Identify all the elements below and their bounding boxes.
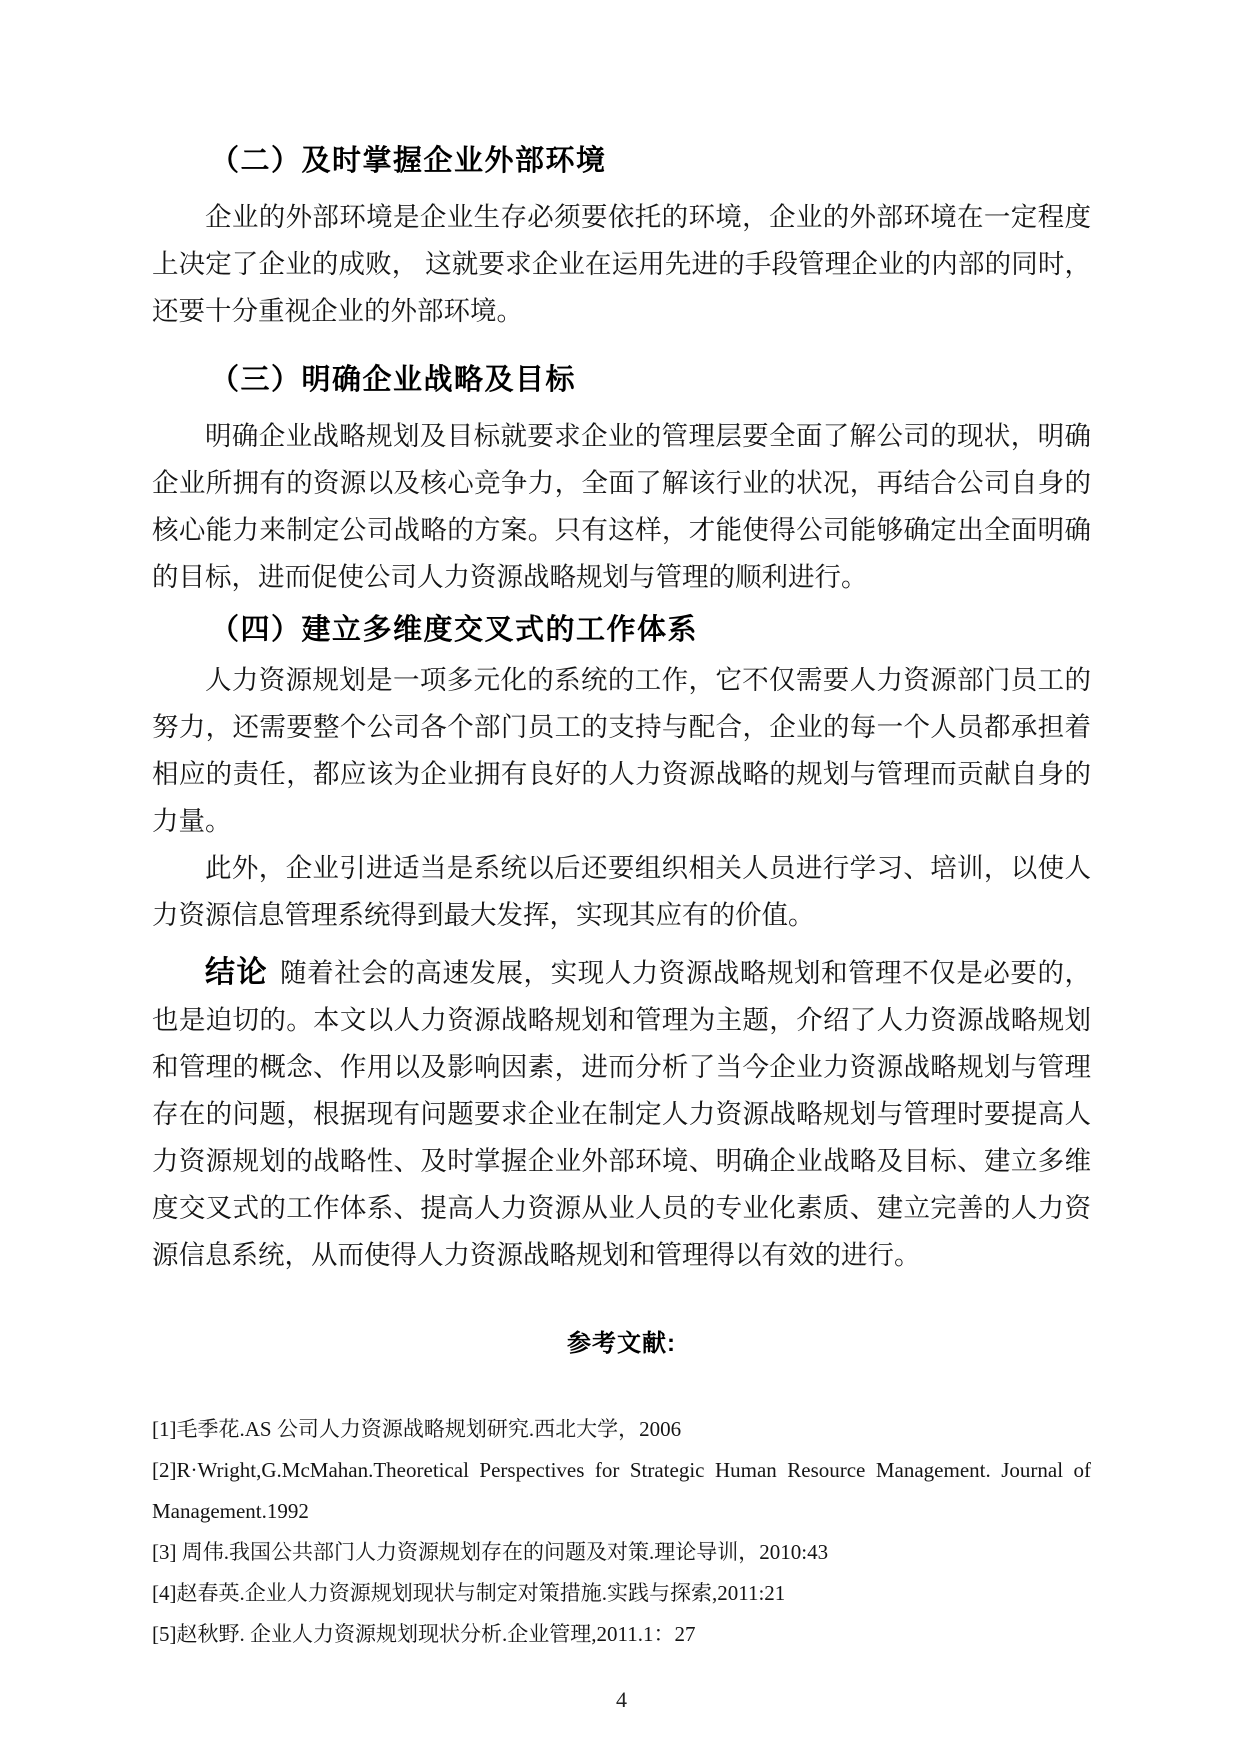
section-2-paragraph: 企业的外部环境是企业生存必须要依托的环境，企业的外部环境在一定程度上决定了企业的成败， 这就要求企业在运用先进的手段管理企业的内部的同时，还要十分重视企业的外部环境。 <box>152 202 1091 326</box>
reference-item-1: [1]毛季花.AS 公司人力资源战略规划研究.西北大学，2006 <box>152 1417 682 1441</box>
section-4-heading: （四）建立多维度交叉式的工作体系 <box>210 614 699 646</box>
section-2 <box>152 140 1091 335</box>
references-list <box>152 1409 1091 1655</box>
reference-item-4: [4]赵春英.企业人力资源规划现状与制定对策措施.实践与探索,2011:21 <box>152 1581 786 1605</box>
reference-item-2: [2]R·Wright,G.McMahan.Theoretical Perspectives for Strategic Human Resource Management. Journal of Management.1992 <box>152 1458 1091 1523</box>
page-number: 4 <box>616 1687 627 1712</box>
section-4-paragraph-1: 人力资源规划是一项多元化的系统的工作，它不仅需要人力资源部门员工的努力，还需要整个公司各个部门员工的支持与配合，企业的每一个人员都承担着相应的责任，都应该为企业拥有良好的人力资源战略的规划与管理而贡献自身的力量。 <box>152 665 1091 836</box>
conclusion-paragraph <box>152 949 1091 1279</box>
section-2-heading: （二）及时掌握企业外部环境 <box>210 145 607 177</box>
section-3 <box>152 359 1091 601</box>
references-heading: 参考文献: <box>567 1330 676 1357</box>
reference-item-5: [5]赵秋野. 企业人力资源规划现状分析.企业管理,2011.1：27 <box>152 1622 696 1646</box>
section-4 <box>152 609 1091 939</box>
section-4-paragraph-2: 此外，企业引进适当是系统以后还要组织相关人员进行学习、培训，以使人力资源信息管理系统得到最大发挥，实现其应有的价值。 <box>152 853 1091 930</box>
conclusion-label: 结论 <box>205 956 269 989</box>
conclusion-text: 随着社会的高速发展，实现人力资源战略规划和管理不仅是必要的，也是迫切的。本文以人力资源战略规划和管理为主题，介绍了人力资源战略规划和管理的概念、作用以及影响因素，进而分析了当今企业力资源战略规划与管理存在的问题，根据现有问题要求企业在制定人力资源战略规划与管理时要提高人力资源规划的战略性、及时掌握企业外部环境、明确企业战略及目标、建立多维度交叉式的工作体系、提高人力资源从业人员的专业化素质、建立完善的人力资源信息系统，从而使得人力资源战略规划和管理得以有效的进行。 <box>152 958 1092 1270</box>
section-3-heading: （三）明确企业战略及目标 <box>210 364 577 396</box>
reference-item-3: [3] 周伟.我国公共部门人力资源规划存在的问题及对策.理论导训，2010:43 <box>152 1540 829 1564</box>
section-3-paragraph: 明确企业战略规划及目标就要求企业的管理层要全面了解公司的现状，明确企业所拥有的资源以及核心竞争力，全面了解该行业的状况，再结合公司自身的核心能力来制定公司战略的方案。只有这样，才能使得公司能够确定出全面明确的目标，进而促使公司人力资源战略规划与管理的顺利进行。 <box>152 421 1091 592</box>
